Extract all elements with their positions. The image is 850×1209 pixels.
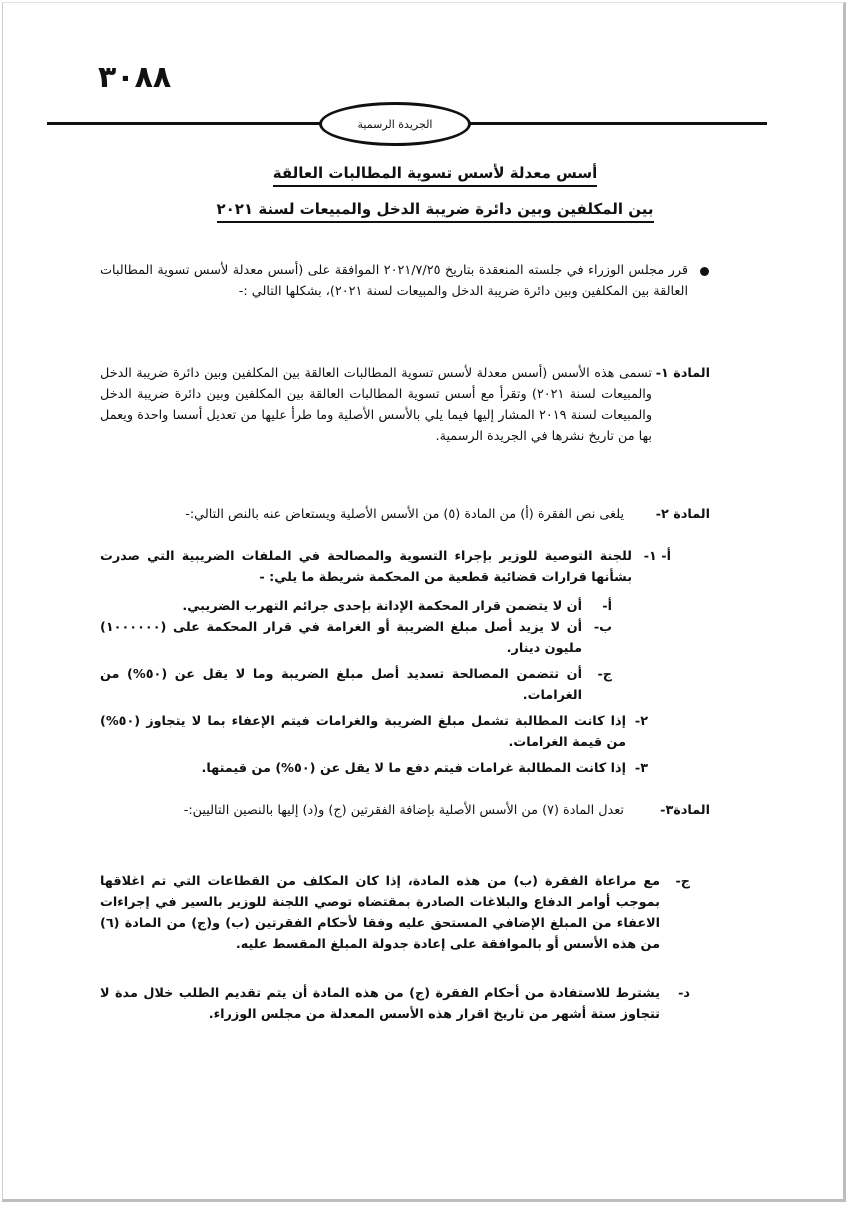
- para-j-tag: ج-: [675, 874, 690, 889]
- page-number: ٣٠٨٨: [98, 60, 172, 95]
- item-2-tag: ٢-: [634, 714, 648, 729]
- sub-c-text: أن تتضمن المصالحة تسديد أصل مبلغ الضريبة وما لا يقل عن (٥٠%) من الغرامات.: [100, 667, 582, 703]
- item-a1-text: للجنة التوصية للوزير بإجراء التسوية والمصالحة في الملفات الضريبية التي صدرت بشأنها قرارات قضائية قطعية من المحكمة شريطة ما يلي: -: [100, 549, 632, 585]
- article-2-sub-c: [100, 664, 612, 706]
- article-3-para-j: [100, 871, 690, 955]
- article-3-label: المادة٣-: [660, 803, 710, 818]
- article-2-item-a1: [100, 546, 670, 588]
- masthead-label: الجريدة الرسمية: [357, 117, 433, 131]
- article-1: [100, 363, 710, 447]
- bullet-icon: [700, 267, 709, 276]
- article-2-sub-a: [100, 596, 612, 617]
- para-j-text: مع مراعاة الفقرة (ب) من هذه المادة، إذا كان المكلف من القطاعات التي تم اغلاقها بموجب أوامر الدفاع والبلاغات الصادرة بمقتضاه توصي اللجنة للوزير بالسير في إجراءات الاعفاء من المبلغ الإضافي المستحق عليه وفقا لأحكام الفقرتين (ب) و(ج) من المادة (٦) من هذه الأسس أو بالموافقة على إعادة جدولة المبلغ المقسط عليه.: [100, 874, 660, 952]
- article-2: [100, 504, 710, 525]
- article-2-item-3: [100, 758, 648, 779]
- article-3: [100, 800, 710, 821]
- document-title-line1: أسس معدلة لأسس تسوية المطالبات العالقة: [150, 163, 720, 183]
- article-2-text: يلغى نص الفقرة (أ) من المادة (٥) من الأسس الأصلية ويستعاض عنه بالنص التالي:-: [185, 507, 624, 522]
- para-d-text: يشترط للاستفادة من أحكام الفقرة (ج) من هذه المادة أن يتم تقديم الطلب خلال مدة لا تتجاوز ستة أشهر من تاريخ اقرار هذه الأسس المعدلة من مجلس الوزراء.: [100, 986, 660, 1022]
- sub-b-text: أن لا يزيد أصل مبلغ الضريبة أو الغرامة في قرار المحكمة على (١٠٠٠٠٠٠) مليون دينار.: [100, 620, 582, 656]
- article-2-sub-b: [100, 617, 612, 659]
- article-1-text: تسمى هذه الأسس (أسس معدلة لأسس تسوية المطالبات العالقة بين المكلفين وبين دائرة ضريبة الدخل والمبيعات لسنة ٢٠٢١) وتقرأ مع أسس تسوية المطالبات العالقة بين المكلفين وبين دائرة ضريبة الدخل والمبيعات لسنة ٢٠١٩ المشار إليها فيما يلي بالأسس الأصلية وما طرأ عليها من تعديل أسسا واحدة ويعمل بها من تاريخ نشرها في الجريدة الرسمية.: [100, 366, 652, 444]
- item-a1-tag: أ- ١-: [643, 549, 671, 564]
- sub-a-tag: أ-: [602, 599, 612, 614]
- gazette-masthead: [319, 102, 471, 146]
- article-2-label: المادة ٢-: [655, 507, 710, 522]
- article-1-label: المادة ١-: [655, 366, 710, 381]
- article-3-para-d: [100, 983, 690, 1025]
- article-2-item-2: [100, 711, 648, 753]
- document-title-line2: بين المكلفين وبين دائرة ضريبة الدخل والمبيعات لسنة ٢٠٢١: [150, 199, 720, 219]
- intro-paragraph: قرر مجلس الوزراء في جلسته المنعقدة بتاريخ ٢٠٢١/٧/٢٥ الموافقة على (أسس معدلة لأسس تسوية المطالبات العالقة بين المكلفين وبين دائرة ضريبة الدخل والمبيعات لسنة ٢٠٢١)، بشكلها التالي :-: [100, 263, 688, 299]
- sub-a-text: أن لا يتضمن قرار المحكمة الإدانة بإحدى جرائم التهرب الضريبي.: [182, 599, 582, 614]
- item-2-text: إذا كانت المطالبة تشمل مبلغ الضريبة والغرامات فيتم الإعفاء بما لا يتجاوز (٥٠%) من قيمة الغرامات.: [100, 714, 626, 750]
- item-3-text: إذا كانت المطالبة غرامات فيتم دفع ما لا يقل عن (٥٠%) من قيمتها.: [201, 761, 626, 776]
- sub-b-tag: ب-: [593, 620, 612, 635]
- article-3-text: تعدل المادة (٧) من الأسس الأصلية بإضافة الفقرتين (ج) و(د) إليها بالنصين التاليين:-: [183, 803, 624, 818]
- sub-c-tag: ج-: [597, 667, 612, 682]
- para-d-tag: د-: [678, 986, 690, 1001]
- item-3-tag: ٣-: [634, 761, 648, 776]
